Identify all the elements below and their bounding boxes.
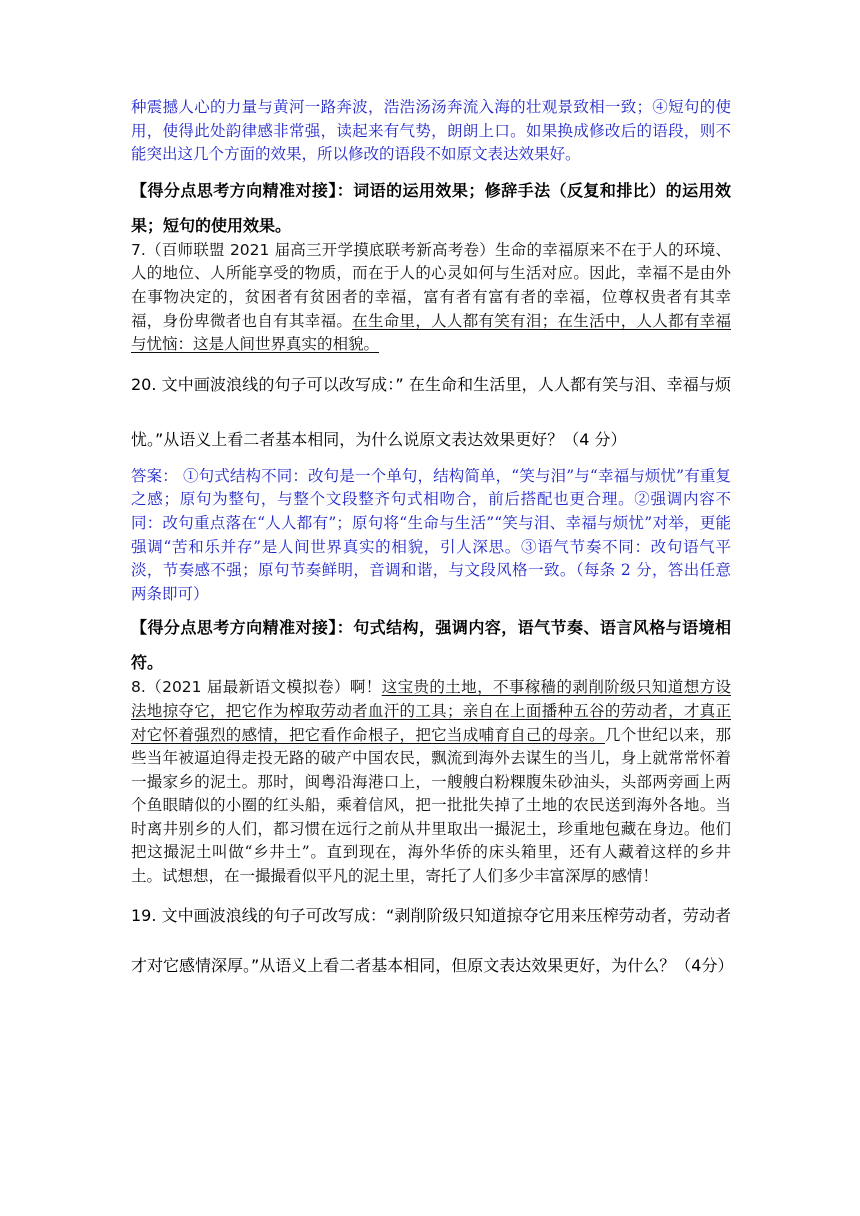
answer-20: 答案： ①句式结构不同：改句是一个单句，结构简单，“笑与泪”与“幸福与烦忧”有重复之感；原句为整句，与整个文段整齐句式相吻合，前后搭配也更合理。②强调内容不同：改句重点落在“人人都有”；原句将“生命与生活”“笑与泪、幸福与烦忧”对举，更能强调“苦和乐并存”是人间世界真实的相貌，引人深思。③语气节奏不同：改句语气平淡，节奏感不强；原句节奏鲜明，音调和谐，与文段风格一致。（每条 2 分，答出任意两条即可）: [131, 466, 731, 603]
scoring-key-6: 【得分点思考方向精准对接】：词语的运用效果；修辞手法（反复和排比）的运用效果；短句的使用效果。: [131, 180, 731, 235]
passage-8-source: 8.（2021 届最新语文模拟卷）: [131, 678, 350, 697]
question-19: 19. 文中画波浪线的句子可改写成：“剥削阶级只知道掠夺它用来压榨劳动者，劳动者才对它感情深厚。”从语义上看二者基本相同，但原文表达效果更好，为什么？（4分）: [131, 905, 734, 975]
passage-7-underlined-sentence: 在生命里，人人都有笑有泪；在生活中，人人都有幸福与忧恼：这是人间世界真实的相貌。: [131, 311, 731, 354]
passage-7-text: 生命的幸福原来不在于人的环境、人的地位、人所能享受的物质，而在于人的心灵如何与生活对应。因此，幸福不是由外在事物决定的，贫困者有贫困者的幸福，富有者有富有者的幸福，位尊权贵者有其幸福，身份卑微者也自有其幸福。: [131, 240, 731, 330]
passage-8-underlined-sentence: 这宝贵的土地，不事稼穑的剥削阶级只知道想方设法地掠夺它，把它作为榨取劳动者血汗的工具；亲自在上面播种五谷的劳动者，才真正对它怀着强烈的感情，把它看作命根子，把它当成哺育自己的母亲。: [131, 678, 731, 744]
passage-8-text-b: 的破产中国农民，飘流到海外去谋生的当儿，身上就常常怀着一撮家乡的泥土。那时，闽粤沿海港口上，一艘艘白粉粿腹朱砂油头，头部两旁画上两个鱼眼睛似的小圈的红头船，乘着信风，把一批批失掉了土地的农民送到海外各地。当时离井别乡的人们，都习惯在远行之前从井里取出一撮泥土，珍重地包藏在身边。他们把这撮泥土叫做“乡井土”。直到现在，海外华侨的床头箱里，还有人藏着这样的乡井土。试想想，在一撮撮看似平凡的泥土里，寄托了人们多少丰富深厚的感情！: [131, 749, 731, 886]
passage-8-text-a: 几个世纪以来，那些当年被逼迫得: [131, 725, 731, 768]
passage-7-source: 7.（百师联盟 2021 届高三开学摸底联考新高考卷）: [131, 240, 496, 259]
document-page: [131, 96, 734, 991]
scoring-key-20: 【得分点思考方向精准对接】：句式结构，强调内容，语气节奏、语言风格与语境相符。: [131, 618, 731, 673]
answer-6-continued: 种震撼人心的力量与黄河一路奔波，浩浩汤汤奔流入海的壮观景致相一致；④短句的使用，使得此处韵律感非常强，读起来有气势，朗朗上口。如果换成修改后的语段，则不能突出这几个方面的效果，所以修改的语段不如原文表达效果好。: [131, 98, 731, 164]
passage-8: [131, 676, 731, 888]
passage-8-emphasis: 走投无路: [241, 749, 305, 768]
question-20: 20. 文中画波浪线的句子可以改写成：” 在生命和生活里，人人都有笑与泪、幸福与烦忧。”从语义上看二者基本相同，为什么说原文表达效果更好？（4 分）: [131, 374, 731, 449]
passage-8-intro: 啊！: [349, 678, 382, 697]
passage-7: [131, 239, 731, 357]
